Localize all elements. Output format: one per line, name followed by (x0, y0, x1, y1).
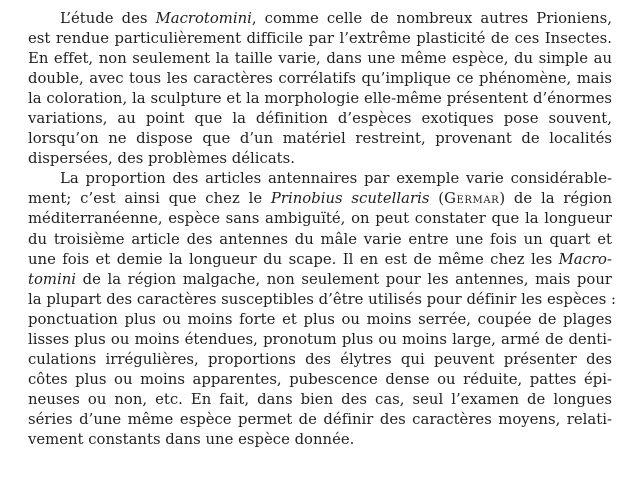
paragraph-2-line (28, 310, 612, 330)
author-name: Germar (444, 190, 500, 208)
document-page (28, 9, 617, 450)
text-segment: méditerranéenne, espèce sans ambiguïté, on peut constater que la longueur (28, 210, 612, 228)
text-segment: ( (429, 190, 445, 208)
text-segment: , comme celle de nombreux autres Prioniens, (251, 10, 612, 27)
paragraph-2-line (28, 330, 612, 350)
text-segment: vement constants dans une espèce donnée. (28, 430, 355, 448)
text-segment: est rendue particulièrement difficile par l’extrême plasticité de ces Insectes. (28, 30, 612, 48)
text-segment: la plupart des caractères susceptibles d’être utilisés pour définir les espèces : (28, 290, 617, 308)
paragraph-1-line (28, 129, 612, 149)
text-segment: lisses plus ou moins étendues, pronotum plus ou moins large, armé de denti- (28, 330, 612, 348)
paragraph-2 (28, 169, 617, 450)
paragraph-2-line (28, 230, 612, 250)
paragraph-1 (28, 9, 612, 169)
paragraph-2-line (28, 430, 612, 450)
text-segment: dispersées, des problèmes délicats. (28, 150, 295, 168)
paragraph-2-line (28, 250, 612, 270)
text-segment: L’étude des (60, 10, 156, 27)
text-segment: séries d’une même espèce permet de définir des caractères moyens, relati- (28, 410, 612, 428)
text-segment: lorsqu’on ne dispose que d’un matériel restreint, provenant de localités (28, 130, 612, 148)
paragraph-1-line (28, 29, 612, 49)
text-segment: une fois et demie la longueur du scape. Il en est de même chez les (28, 250, 559, 268)
text-segment: ) de la région (499, 190, 612, 208)
paragraph-2-line (28, 169, 612, 189)
italic-term: tomini (28, 270, 77, 288)
text-segment: de la région malgache, non seulement pour les antennes, mais pour (76, 270, 612, 288)
text-segment: du troisième article des antennes du mâle varie entre une fois un quart et (28, 230, 612, 248)
paragraph-2-line (28, 390, 612, 410)
paragraph-2-line (28, 370, 612, 390)
paragraph-2-line (28, 410, 612, 430)
paragraph-2-line (28, 270, 612, 290)
text-segment: neuses ou non, etc. En fait, dans bien des cas, seul l’examen de longues (28, 390, 612, 408)
paragraph-1-line (28, 9, 612, 29)
italic-term: Macro- (558, 250, 612, 268)
text-segment: ponctuation plus ou moins forte et plus ou moins serrée, coupée de plages (28, 310, 612, 328)
text-segment: culations irrégulières, proportions des élytres qui peuvent présenter des (28, 350, 612, 368)
paragraph-2-line (28, 290, 617, 310)
text-segment: variations, au point que la définition d’espèces exotiques pose souvent, (28, 110, 612, 128)
paragraph-1-line (28, 69, 612, 89)
paragraph-1-line (28, 109, 612, 129)
paragraph-2-line (28, 189, 612, 209)
text-segment: ment; c’est ainsi que chez le (28, 190, 271, 208)
text-segment: double, avec tous les caractères corrélatifs qu’implique ce phénomène, mais (28, 70, 612, 88)
paragraph-2-line (28, 350, 612, 370)
paragraph-1-line (28, 89, 612, 109)
text-segment: La proportion des articles antennaires par exemple varie considérable- (60, 170, 612, 188)
text-segment: côtes plus ou moins apparentes, pubescence dense ou réduite, pattes épi- (28, 370, 612, 388)
italic-term: Macrotomini (155, 10, 252, 27)
text-segment: En effet, non seulement la taille varie, dans une même espèce, du simple au (28, 50, 612, 68)
text-segment: la coloration, la sculpture et la morphologie elle-même présentent d’énormes (28, 90, 612, 108)
paragraph-1-line (28, 149, 612, 169)
paragraph-2-line (28, 209, 612, 229)
italic-term: Prinobius scutellaris (270, 190, 430, 208)
paragraph-1-line (28, 49, 612, 69)
